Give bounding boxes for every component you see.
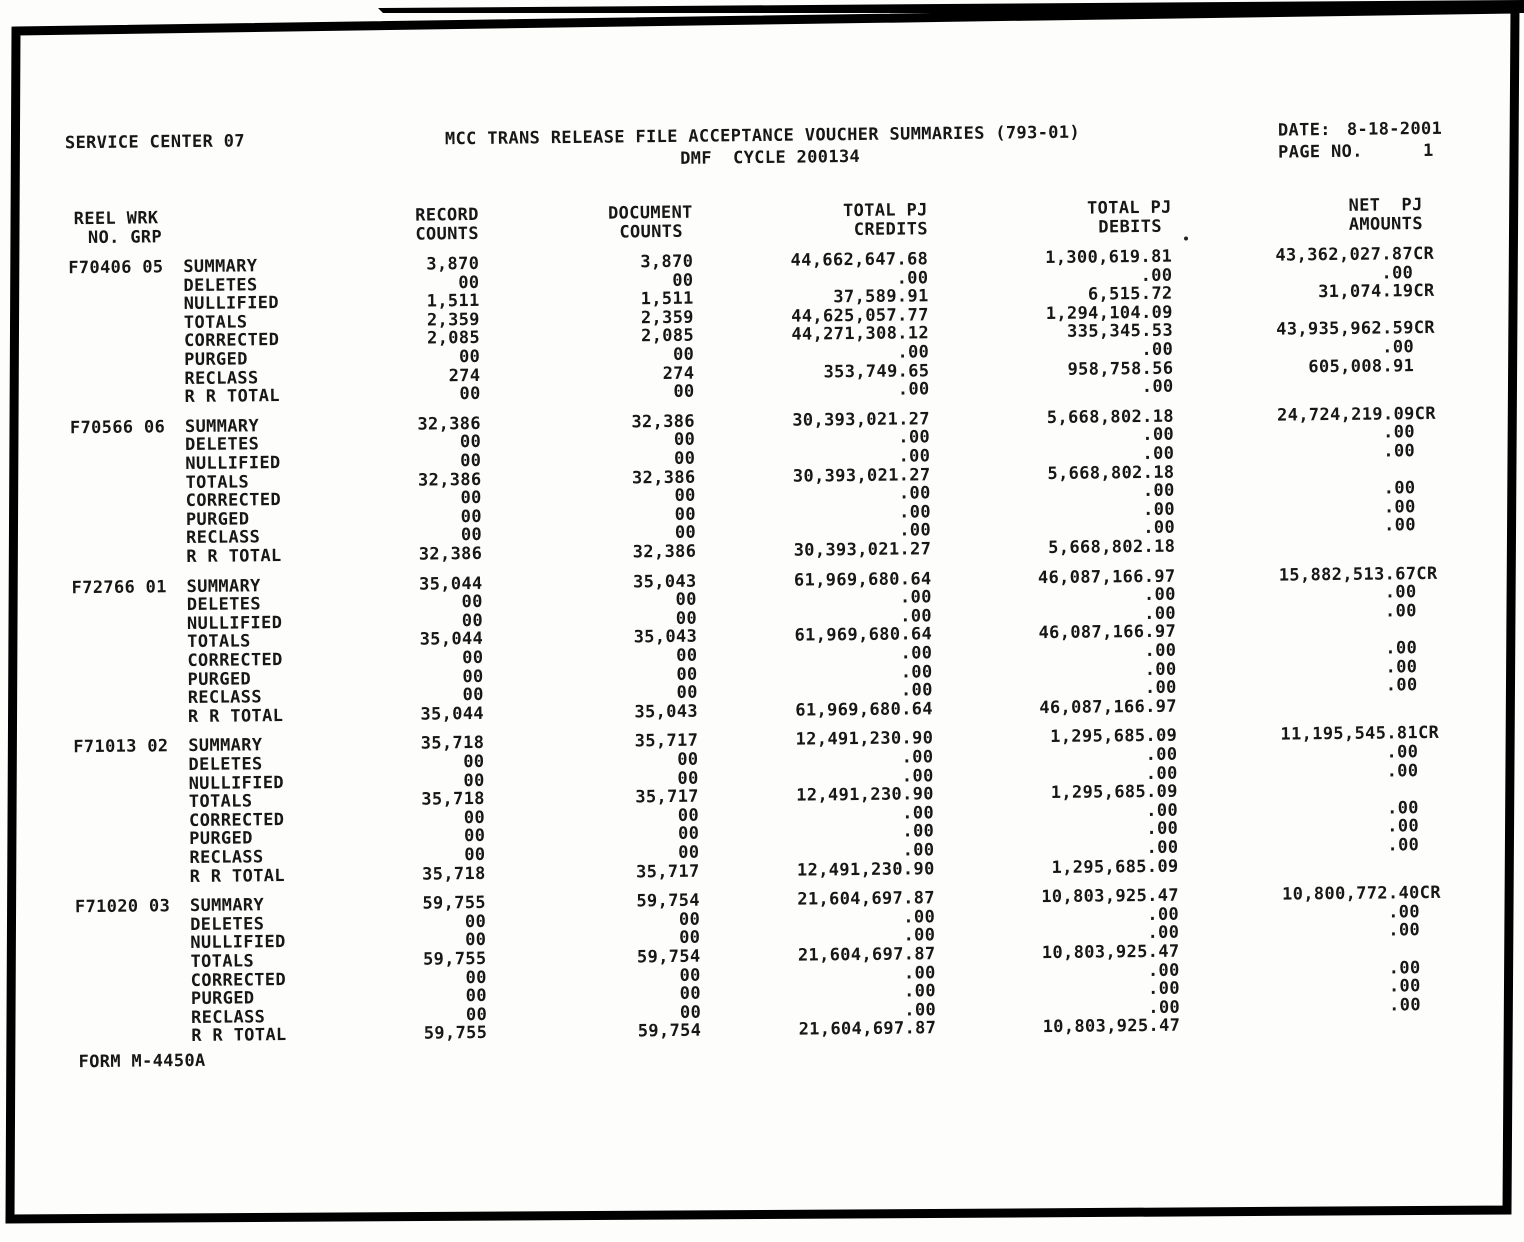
credits-value: .00 xyxy=(900,606,933,627)
row-label: SUMMARY xyxy=(189,895,265,917)
credits-value: 61,969,680.64 xyxy=(793,568,932,591)
credits-value: 61,969,680.64 xyxy=(794,624,933,647)
row-label: NULLIFIED xyxy=(186,612,283,634)
record-count-value: 35,718 xyxy=(422,863,486,885)
row-label: R R TOTAL xyxy=(189,865,286,887)
record-count-value: 00 xyxy=(460,450,482,472)
work-group: 02 xyxy=(147,736,169,757)
document-count-value: 00 xyxy=(676,664,698,685)
debits-value: 46,087,166.97 xyxy=(1039,696,1178,718)
document-count-value: 35,717 xyxy=(634,731,699,752)
row-label: TOTALS xyxy=(183,312,248,333)
reel-number: F71020 xyxy=(74,896,139,918)
record-count-value: 00 xyxy=(461,610,484,631)
record-count-value: 00 xyxy=(459,384,481,405)
credits-value: .00 xyxy=(904,999,937,1021)
document-count-value: 00 xyxy=(674,448,696,469)
net-amount-value: .00 xyxy=(1384,582,1438,603)
reel-block-f70566 xyxy=(0,404,1523,569)
date-value: 8-18-2001 xyxy=(1346,118,1443,140)
credits-value: 353,749.65 xyxy=(823,360,930,382)
debits-value: .00 xyxy=(1145,763,1178,784)
service-center-label: SERVICE CENTER 07 xyxy=(64,131,246,154)
row-label: RECLASS xyxy=(189,847,264,868)
row-label: TOTALS xyxy=(187,631,251,653)
document-count-value: 00 xyxy=(677,824,700,845)
net-amount-value: .00 xyxy=(1385,637,1439,659)
record-count-value: 00 xyxy=(463,807,486,828)
credits-value: .00 xyxy=(902,840,935,861)
debits-value: 10,803,925.47 xyxy=(1041,885,1180,908)
credits-value: .00 xyxy=(897,342,930,363)
report-title: MCC TRANS RELEASE FILE ACCEPTANCE VOUCHER SUMMARIES (793-01) xyxy=(444,122,1081,150)
document-count-value: 00 xyxy=(677,805,700,826)
reel-block-f71013 xyxy=(1,723,1524,888)
block-rows xyxy=(0,404,1523,569)
row-label: NULLIFIED xyxy=(183,293,280,315)
column-header-reel-wrk-line1: REEL WRK xyxy=(73,208,159,230)
document-count-value: 00 xyxy=(675,589,697,611)
row-label: CORRECTED xyxy=(188,809,285,831)
document-count-value: 35,043 xyxy=(633,627,698,648)
credits-value: .00 xyxy=(901,765,934,787)
credits-value: .00 xyxy=(896,267,929,289)
voucher-summary-table xyxy=(0,244,1524,1059)
column-header-total-pj-credits-line1: TOTAL PJ xyxy=(842,200,928,222)
block-rows xyxy=(0,564,1524,729)
row-label: TOTALS xyxy=(190,951,255,972)
debits-value: .00 xyxy=(1147,923,1180,944)
debits-value: .00 xyxy=(1144,677,1177,699)
document-count-value: 2,085 xyxy=(640,326,695,347)
credits-value: .00 xyxy=(898,427,931,448)
row-label: R R TOTAL xyxy=(184,386,280,408)
document-count-value: 00 xyxy=(672,344,695,365)
debits-value: .00 xyxy=(1145,744,1178,765)
credits-value: 44,625,057.77 xyxy=(791,305,929,327)
document-count-value: 00 xyxy=(677,768,699,789)
document-count-value: 35,717 xyxy=(635,786,699,808)
credits-value: 12,491,230.90 xyxy=(795,728,934,751)
credits-value: 44,662,647.68 xyxy=(790,249,929,271)
row-label: TOTALS xyxy=(185,471,250,493)
credits-value: 30,393,021.27 xyxy=(793,539,932,561)
page-no-value: 1 xyxy=(1423,140,1434,162)
row-label: RECLASS xyxy=(185,527,261,549)
record-count-value: 2,085 xyxy=(426,328,481,349)
net-amount-value: .00 xyxy=(1386,760,1440,782)
debits-value: .00 xyxy=(1142,480,1175,502)
record-count-value: 00 xyxy=(460,488,482,509)
record-count-value: 59,755 xyxy=(422,893,487,914)
debits-value: 10,803,925.47 xyxy=(1041,941,1180,964)
record-count-value: 32,386 xyxy=(418,543,483,565)
column-header-total-pj-debits-line1: TOTAL PJ xyxy=(1086,197,1172,219)
document-count-value: 00 xyxy=(676,682,698,704)
credits-value: 30,393,021.27 xyxy=(792,464,931,487)
net-amount-value: .00 xyxy=(1387,834,1441,856)
row-label: DELETES xyxy=(183,274,258,296)
debits-value: 5,668,802.18 xyxy=(1046,406,1174,428)
debits-value: .00 xyxy=(1142,425,1175,446)
record-count-value: 32,386 xyxy=(417,469,482,491)
document-count-value: 00 xyxy=(673,381,695,403)
reel-number: F72766 xyxy=(71,577,136,598)
document-count-value: 00 xyxy=(679,928,701,949)
net-amount-value: .00 xyxy=(1388,976,1442,997)
credits-value: .00 xyxy=(900,643,933,664)
record-count-value: 35,718 xyxy=(421,789,485,810)
net-amount-value: 10,800,772.40CR xyxy=(1282,883,1441,905)
record-count-value: 00 xyxy=(459,432,482,453)
column-header-document-counts-line1: DOCUMENT xyxy=(607,202,693,224)
debits-value: 1,295,685.09 xyxy=(1050,781,1178,804)
credits-value: .00 xyxy=(899,520,932,541)
credits-value: 12,491,230.90 xyxy=(796,784,934,806)
document-count-value: 00 xyxy=(673,430,696,451)
debits-value: 46,087,166.97 xyxy=(1038,622,1177,644)
debits-value: .00 xyxy=(1141,376,1174,398)
column-header-document-counts-line2: COUNTS xyxy=(619,221,684,243)
document-count-value: 274 xyxy=(662,363,695,384)
block-rows xyxy=(3,883,1524,1048)
document-count-value: 32,386 xyxy=(631,411,696,433)
row-label: SUMMARY xyxy=(188,735,263,757)
row-label: DELETES xyxy=(188,754,263,775)
credits-value: 30,393,021.27 xyxy=(792,409,930,431)
debits-value: .00 xyxy=(1141,339,1174,360)
document-count-value: 00 xyxy=(679,1002,702,1023)
net-amount-value: 24,724,219.09CR xyxy=(1276,403,1436,426)
reel-block-f70406 xyxy=(0,244,1522,409)
column-header-reel-wrk-line2: NO. GRP xyxy=(87,226,163,248)
document-count-value: 00 xyxy=(677,749,699,770)
credits-value: .00 xyxy=(904,981,936,1002)
document-count-value: 00 xyxy=(675,608,698,629)
reel-number: F71013 xyxy=(73,736,137,758)
record-count-value: 35,044 xyxy=(419,629,484,650)
row-label: RECLASS xyxy=(184,367,259,389)
credits-value: .00 xyxy=(903,906,936,928)
net-amount-value: .00 xyxy=(1383,422,1437,443)
net-amount-value: .00 xyxy=(1383,515,1438,536)
debits-value: .00 xyxy=(1144,659,1177,680)
row-label: DELETES xyxy=(190,914,265,935)
debits-value: 958,758.56 xyxy=(1067,358,1174,380)
record-count-value: 00 xyxy=(462,685,484,706)
row-label: NULLIFIED xyxy=(185,453,281,475)
record-count-value: 32,386 xyxy=(417,413,482,435)
row-label: CORRECTED xyxy=(187,649,283,671)
net-amount-value: .00 xyxy=(1385,656,1439,678)
record-count-value: 00 xyxy=(463,826,486,847)
net-amount-value: .00 xyxy=(1387,816,1441,837)
form-number: FORM M-4450A xyxy=(78,1050,206,1073)
row-label: SUMMARY xyxy=(186,575,261,597)
record-count-value: 00 xyxy=(465,986,488,1007)
document-count-value: 59,754 xyxy=(636,890,701,912)
net-amount-value: .00 xyxy=(1385,675,1439,696)
debits-value: 335,345.53 xyxy=(1067,321,1174,343)
row-label: RECLASS xyxy=(191,1006,266,1028)
document-count-value: 59,754 xyxy=(636,946,701,968)
debits-value: .00 xyxy=(1146,837,1179,858)
block-rows xyxy=(0,244,1522,409)
row-label: TOTALS xyxy=(188,791,253,813)
row-label: SUMMARY xyxy=(183,256,258,278)
debits-value: .00 xyxy=(1143,584,1176,606)
document-count-value: 00 xyxy=(672,270,694,291)
net-amount-value: .00 xyxy=(1389,994,1443,1016)
cycle-line: DMF CYCLE 200134 xyxy=(680,146,861,169)
record-count-value: 00 xyxy=(460,525,483,546)
document-count-value: 00 xyxy=(674,523,697,544)
document-count-value: 00 xyxy=(676,645,698,666)
document-count-value: 00 xyxy=(674,485,696,507)
work-group: 06 xyxy=(143,417,166,438)
debits-value: 1,300,619.81 xyxy=(1045,246,1173,269)
document-count-value: 00 xyxy=(674,504,696,525)
block-rows xyxy=(1,723,1524,888)
record-count-value: 35,044 xyxy=(418,573,483,595)
row-label: RECLASS xyxy=(187,687,262,709)
page-no-label: PAGE NO. xyxy=(1278,141,1363,163)
reel-number: F70566 xyxy=(69,417,134,439)
credits-value: .00 xyxy=(902,821,935,842)
debits-value: .00 xyxy=(1144,603,1177,624)
credits-value: .00 xyxy=(899,587,932,608)
credits-value: 21,604,697.87 xyxy=(797,944,936,966)
debits-value: .00 xyxy=(1142,499,1175,520)
record-count-value: 35,718 xyxy=(420,733,485,754)
row-label: R R TOTAL xyxy=(186,545,282,567)
record-count-value: 59,755 xyxy=(423,1023,488,1044)
row-label: R R TOTAL xyxy=(187,705,284,727)
net-amount-value: .00 xyxy=(1383,478,1437,499)
row-label: R R TOTAL xyxy=(191,1025,287,1047)
record-count-value: 00 xyxy=(464,911,487,932)
record-count-value: 00 xyxy=(465,930,487,951)
work-group: 05 xyxy=(142,257,164,278)
document-count-value: 00 xyxy=(679,983,702,1005)
date-label: DATE: xyxy=(1277,120,1331,141)
credits-value: 21,604,697.87 xyxy=(798,1018,937,1040)
credits-value: .00 xyxy=(898,446,931,467)
net-amount-value: .00 xyxy=(1388,920,1442,941)
credits-value: .00 xyxy=(898,501,931,523)
record-count-value: 00 xyxy=(463,770,485,791)
document-count-value: 32,386 xyxy=(631,467,696,488)
row-label: DELETES xyxy=(186,594,262,616)
document-count-value: 2,359 xyxy=(640,307,694,329)
credits-value: .00 xyxy=(900,661,933,683)
document-count-value: 35,043 xyxy=(634,701,699,723)
document-count-value: 00 xyxy=(678,842,700,863)
net-amount-value: .00 xyxy=(1388,901,1442,923)
record-count-value: 00 xyxy=(465,967,487,988)
record-count-value: 1,511 xyxy=(426,291,480,312)
work-group: 01 xyxy=(145,576,167,598)
net-amount-value: 31,074.19CR xyxy=(1318,281,1435,303)
record-count-value: 00 xyxy=(462,647,484,669)
column-header-record-counts-line2: COUNTS xyxy=(415,223,480,245)
work-group: 03 xyxy=(148,896,171,917)
row-label: PURGED xyxy=(190,988,255,1010)
debits-value: .00 xyxy=(1148,978,1180,1000)
record-count-value: 00 xyxy=(463,751,485,773)
column-header-net-pj-amounts-line1: NET PJ xyxy=(1348,195,1423,216)
credits-value: 21,604,697.87 xyxy=(797,888,936,910)
document-count-value: 32,386 xyxy=(632,541,697,563)
row-label: CORRECTED xyxy=(190,969,287,991)
record-count-value: 00 xyxy=(464,844,486,866)
debits-value: .00 xyxy=(1146,800,1179,821)
row-label: NULLIFIED xyxy=(188,772,285,794)
document-count-value: 1,511 xyxy=(640,288,694,310)
record-count-value: 3,870 xyxy=(426,253,480,275)
debits-value: .00 xyxy=(1144,640,1177,661)
record-count-value: 00 xyxy=(461,592,483,613)
credits-value: .00 xyxy=(902,802,935,824)
debits-value: 10,803,925.47 xyxy=(1042,1015,1181,1038)
record-count-value: 59,755 xyxy=(422,948,487,970)
row-label: NULLIFIED xyxy=(190,932,286,954)
row-label: SUMMARY xyxy=(184,416,260,437)
document-count-value: 59,754 xyxy=(637,1021,702,1042)
net-amount-value: .00 xyxy=(1386,797,1441,819)
column-header-total-pj-debits-line2: DEBITS xyxy=(1098,216,1162,238)
credits-value: 37,589.91 xyxy=(833,286,929,308)
debits-value: 1,295,685.09 xyxy=(1050,726,1178,748)
net-amount-value: .00 xyxy=(1382,336,1436,358)
scan-artifact-dot xyxy=(1184,237,1188,241)
net-amount-value: .00 xyxy=(1381,262,1435,284)
debits-value: 6,515.72 xyxy=(1087,283,1173,305)
record-count-value: 00 xyxy=(460,506,482,527)
debits-value: .00 xyxy=(1148,997,1181,1018)
net-amount-value: 43,935,962.59CR xyxy=(1276,318,1436,340)
credits-value: 12,491,230.90 xyxy=(796,858,935,881)
document-count-value: 3,870 xyxy=(640,251,694,273)
debits-value: 5,668,802.18 xyxy=(1047,462,1175,484)
column-header-record-counts-line1: RECORD xyxy=(415,204,479,226)
row-label: CORRECTED xyxy=(183,330,280,352)
debits-value: 1,295,685.09 xyxy=(1051,856,1179,878)
credits-value: .00 xyxy=(900,680,933,701)
record-count-value: 00 xyxy=(462,666,484,687)
row-label: PURGED xyxy=(187,668,252,690)
record-count-value: 2,359 xyxy=(426,309,480,331)
debits-value: .00 xyxy=(1147,960,1180,981)
net-amount-value: .00 xyxy=(1383,440,1437,462)
row-label: PURGED xyxy=(189,828,253,850)
net-amount-value: .00 xyxy=(1388,957,1442,979)
document-count-value: 00 xyxy=(678,909,701,930)
credits-value: .00 xyxy=(903,962,936,984)
column-header-net-pj-amounts-line2: AMOUNTS xyxy=(1348,213,1423,235)
document-count-value: 35,717 xyxy=(635,861,700,882)
record-count-value: 00 xyxy=(465,1004,488,1025)
debits-value: 1,294,104.09 xyxy=(1045,302,1173,324)
row-label: PURGED xyxy=(185,509,250,530)
reel-block-f72766 xyxy=(0,564,1524,729)
reel-number: F70406 xyxy=(68,257,132,279)
credits-value: .00 xyxy=(901,747,934,768)
debits-value: .00 xyxy=(1147,904,1180,925)
net-amount-value: 605,008.91 xyxy=(1308,355,1436,377)
credits-value: 44,271,308.12 xyxy=(791,323,930,346)
net-amount-value: .00 xyxy=(1386,741,1440,763)
row-label: PURGED xyxy=(184,349,248,371)
record-count-value: 35,044 xyxy=(420,703,485,725)
debits-value: .00 xyxy=(1143,518,1176,539)
row-label: DELETES xyxy=(185,434,260,456)
net-amount-value: 15,882,513.67CR xyxy=(1278,563,1438,586)
document-count-value: 00 xyxy=(679,965,701,986)
net-amount-value: 11,195,545.81CR xyxy=(1280,723,1440,745)
reel-block-f71020 xyxy=(3,883,1524,1048)
credits-value: .00 xyxy=(903,925,936,946)
net-amount-value: 43,362,027.87CR xyxy=(1275,243,1435,266)
record-count-value: 00 xyxy=(458,346,481,368)
credits-value: .00 xyxy=(897,379,930,400)
debits-value: .00 xyxy=(1142,443,1175,464)
net-amount-value: .00 xyxy=(1383,496,1437,518)
credits-value: 61,969,680.64 xyxy=(795,698,934,721)
record-count-value: 274 xyxy=(448,365,481,386)
column-header-total-pj-credits-line2: CREDITS xyxy=(853,218,929,240)
debits-value: 46,087,166.97 xyxy=(1037,566,1176,588)
debits-value: .00 xyxy=(1146,819,1179,840)
row-label: CORRECTED xyxy=(185,490,282,512)
debits-value: 5,668,802.18 xyxy=(1048,536,1176,558)
record-count-value: 00 xyxy=(458,272,480,293)
credits-value: .00 xyxy=(898,483,931,504)
document-count-value: 35,043 xyxy=(632,571,697,592)
net-amount-value: .00 xyxy=(1384,600,1439,622)
debits-value: .00 xyxy=(1140,265,1173,286)
